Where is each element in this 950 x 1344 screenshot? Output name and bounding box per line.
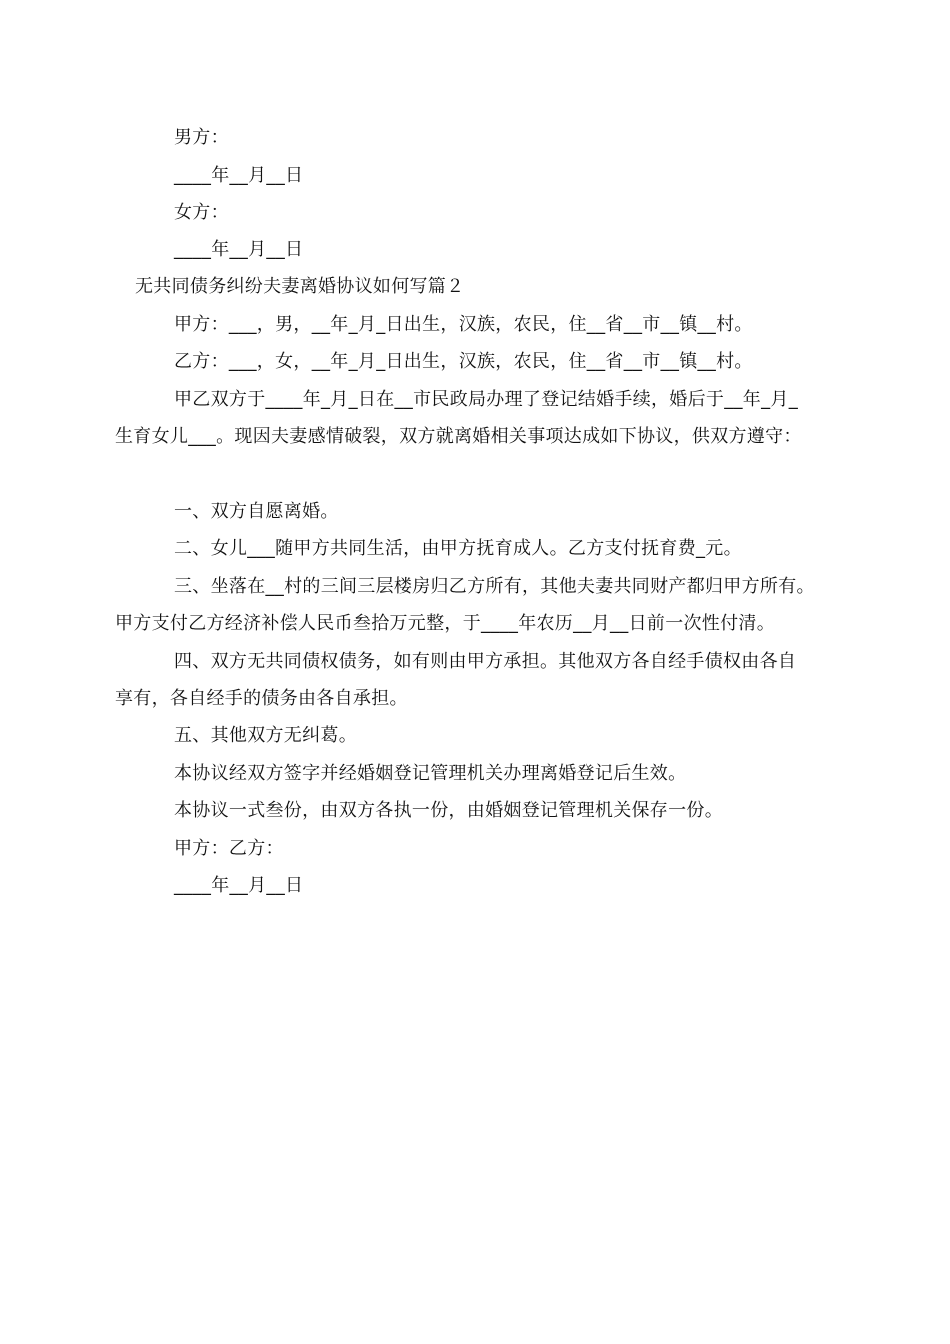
party-b-info: 乙方：___，女，__年_月_日出生，汉族，农民，住__省__市__镇__村。 bbox=[174, 351, 753, 372]
clause-4-line-2: 享有，各自经手的债务由各自承担。 bbox=[115, 688, 408, 709]
effectiveness-clause: 本协议经双方签字并经婚姻登记管理机关办理离婚登记后生效。 bbox=[174, 763, 687, 784]
preamble-line-1: 甲乙双方于____年_月_日在__市民政局办理了登记结婚手续，婚后于__年_月_ bbox=[174, 389, 798, 410]
clause-3-line-1: 三、坐落在__村的三间三层楼房归乙方所有，其他夫妻共同财产都归甲方所有。 bbox=[174, 576, 815, 597]
clause-3-line-2: 甲方支付乙方经济补偿人民币叁拾万元整，于____年农历__月__日前一次性付清。 bbox=[115, 613, 775, 634]
clause-2: 二、女儿___随甲方共同生活，由甲方抚育成人。乙方支付抚育费_元。 bbox=[174, 538, 742, 559]
signature-date-line: ____年__月__日 bbox=[174, 875, 304, 896]
female-party-label: 女方： bbox=[174, 202, 229, 223]
copies-clause: 本协议一式叁份，由双方各执一份，由婚姻登记管理机关保存一份。 bbox=[174, 800, 723, 821]
preamble-line-2: 生育女儿___。现因夫妻感情破裂，双方就离婚相关事项达成如下协议，供双方遵守： bbox=[115, 426, 802, 447]
clause-5: 五、其他双方无纠葛。 bbox=[174, 725, 357, 746]
party-a-info: 甲方：___，男，__年_月_日出生，汉族，农民，住__省__市__镇__村。 bbox=[174, 314, 753, 335]
section-heading: 无共同债务纠纷夫妻离婚协议如何写篇２ bbox=[135, 276, 465, 297]
female-date-line: ____年__月__日 bbox=[174, 239, 304, 260]
male-date-line: ____年__月__日 bbox=[174, 165, 304, 186]
clause-1: 一、双方自愿离婚。 bbox=[174, 501, 339, 522]
clause-4-line-1: 四、双方无共同债权债务，如有则由甲方承担。其他双方各自经手债权由各自 bbox=[174, 651, 797, 672]
male-party-label: 男方： bbox=[174, 127, 229, 148]
signature-line: 甲方：乙方： bbox=[174, 838, 284, 859]
